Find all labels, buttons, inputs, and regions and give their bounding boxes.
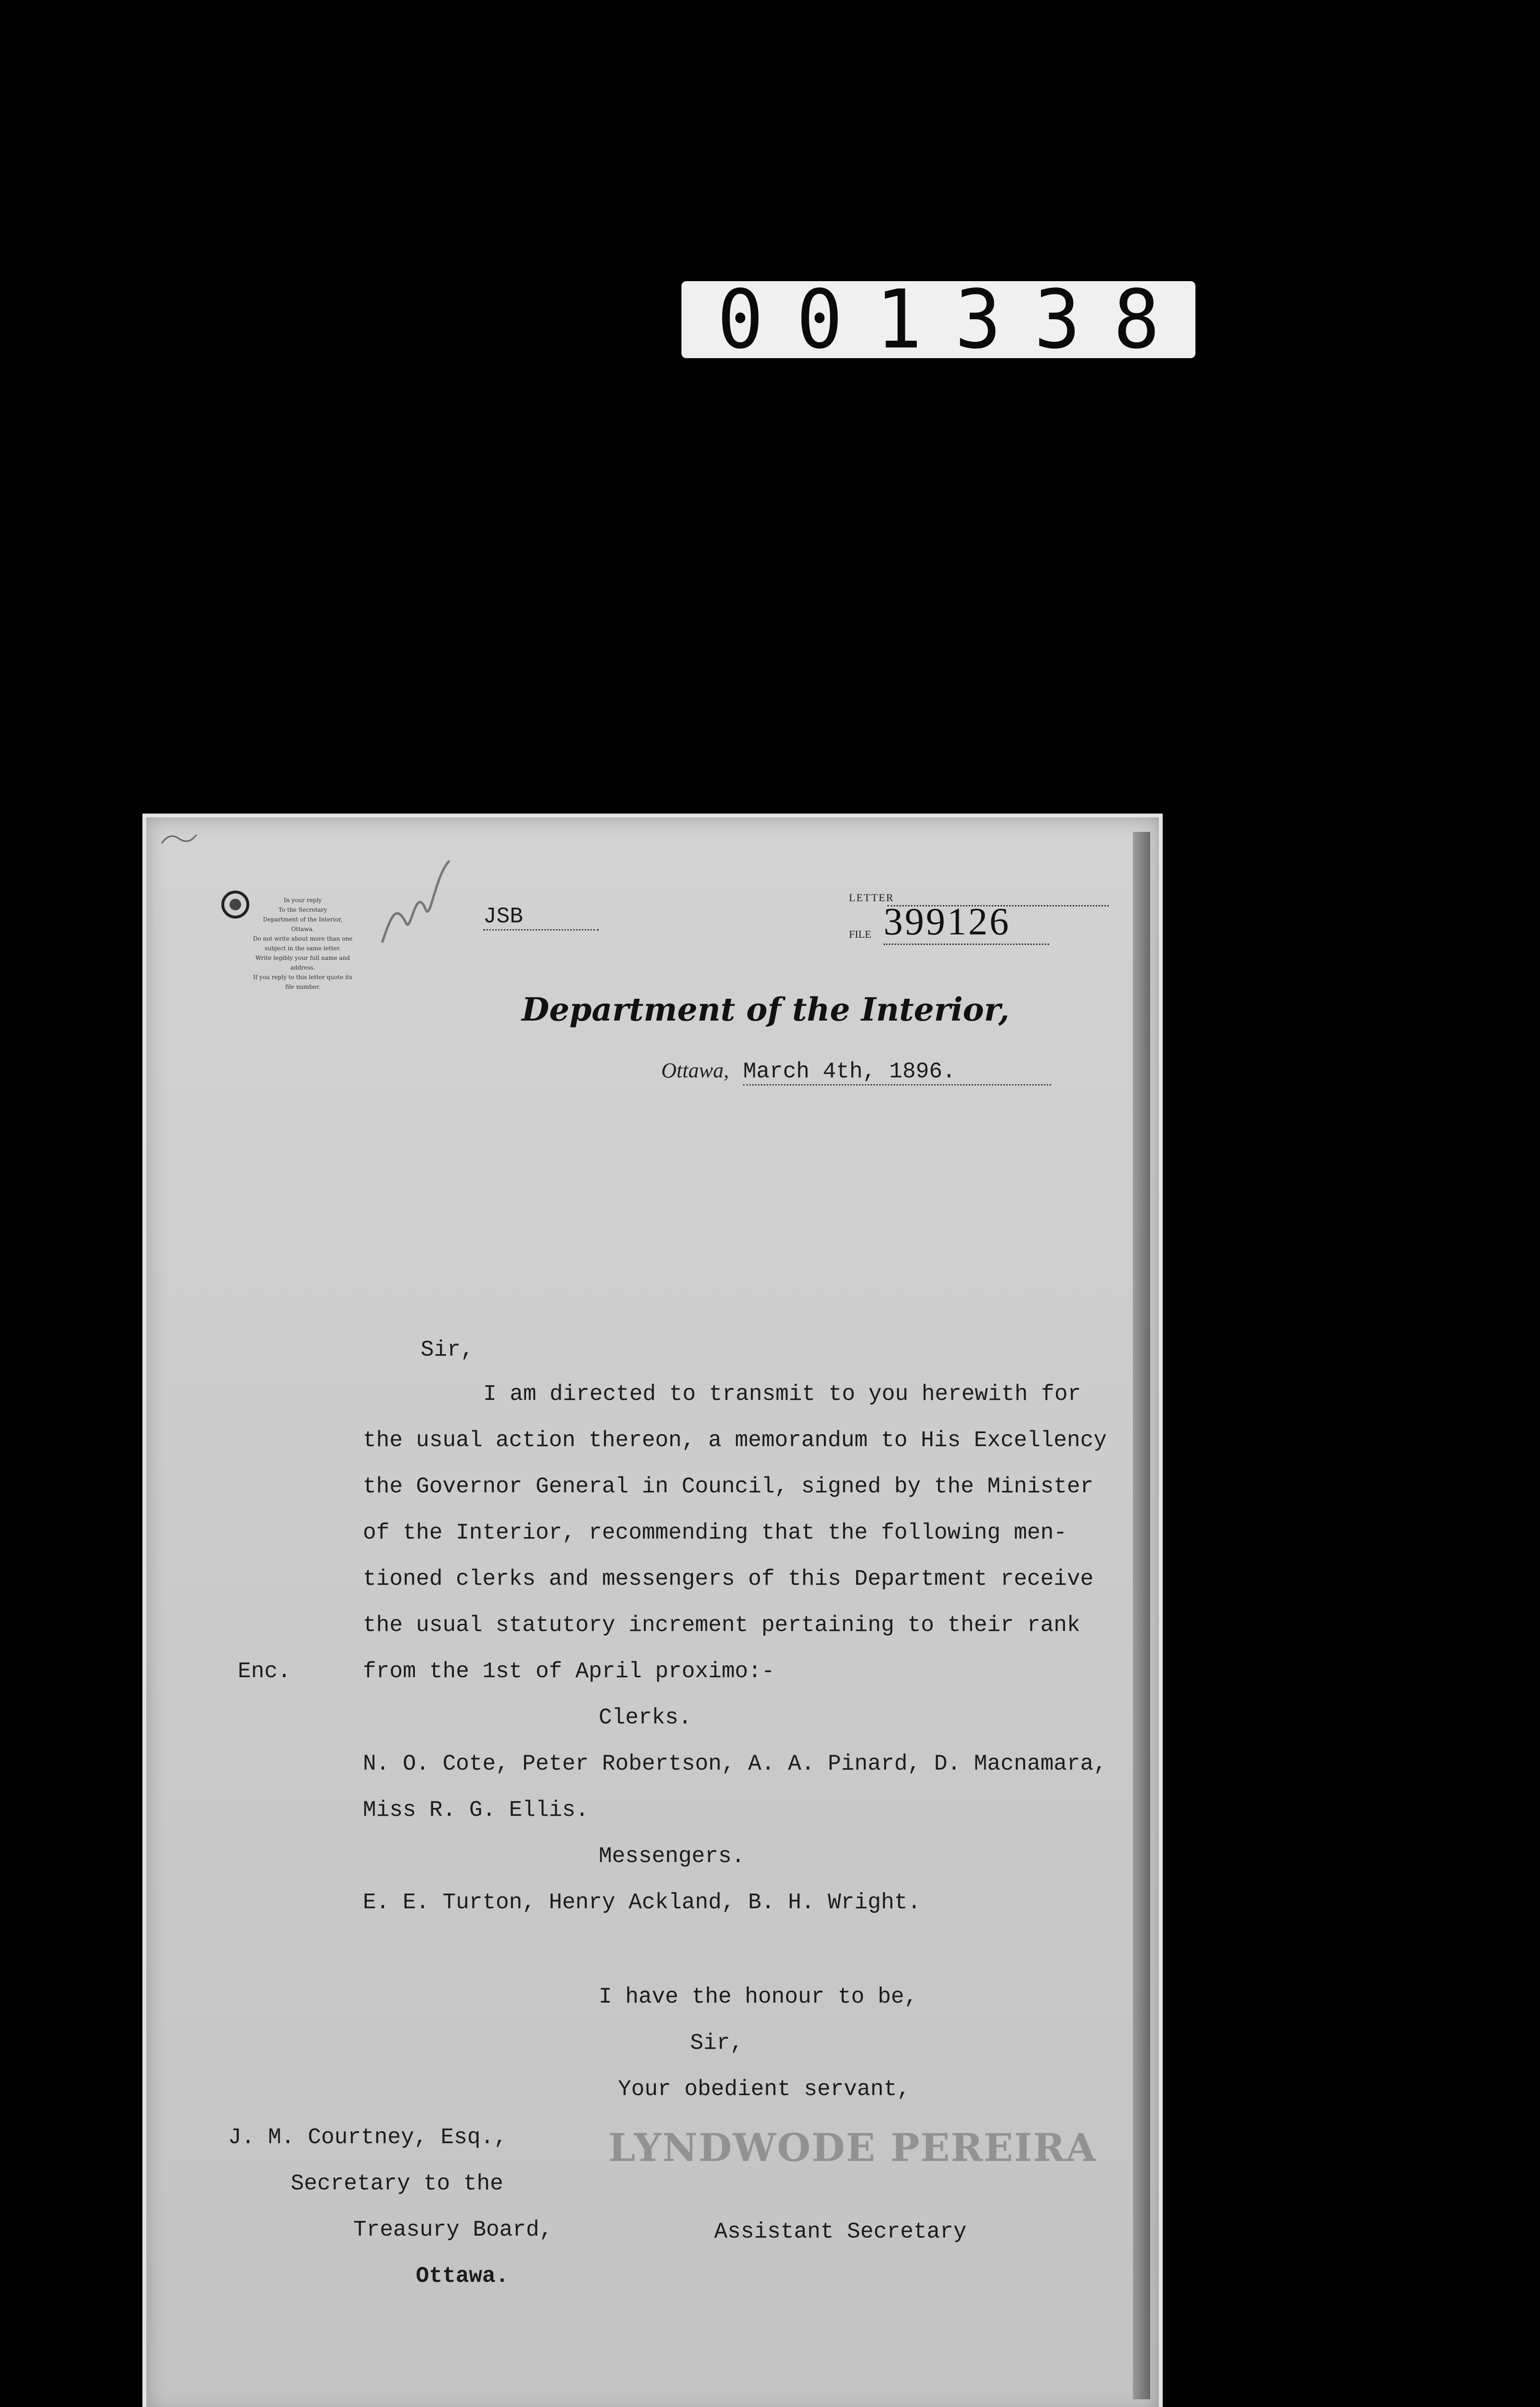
reply-note-line: Ottawa. [291,926,314,932]
frame-number-label [681,272,1195,367]
reply-note-line: file number. [285,984,321,990]
city-label: Ottawa, [661,1059,729,1082]
closing-line: Sir, [690,2031,744,2056]
addressee-line: J. M. Courtney, Esq., [228,2125,507,2150]
department-heading: Department of the Interior, [522,991,1010,1028]
frame-digit: 3 [1034,272,1081,367]
reply-note-line: subject in the same letter. [264,945,341,952]
clerks-list-line: N. O. Cote, Peter Robertson, A. A. Pinard, D. Macnamara, [363,1751,1107,1776]
body-line: the Governor General in Council, signed by the Minister [363,1474,1094,1499]
addressee-line: Treasury Board, [353,2217,553,2242]
addressee-line: Ottawa. [416,2264,509,2289]
enclosure-note: Enc. [238,1659,291,1684]
frame-digit: 1 [875,272,922,367]
closing-line: I have the honour to be, [599,1984,918,2009]
file-number: 399126 [884,900,1049,945]
corner-ink-mark [160,829,198,848]
reply-note-line: If you reply to this letter quote its [253,974,353,981]
reply-note-line: In your reply [283,897,322,904]
reply-note-line: To the Secretary [278,906,327,913]
clerks-heading: Clerks. [599,1705,692,1730]
messengers-list-line: E. E. Turton, Henry Ackland, B. H. Wright. [363,1890,921,1915]
body-line: the usual action thereon, a memorandum to His Excellency [363,1428,1107,1453]
reply-instructions [223,894,382,993]
reply-note-line: Write legibly your full name and [255,955,350,961]
salutation: Sir, [421,1337,474,1362]
signature-stamp: LYNDWODE PEREIRA [608,2125,1097,2170]
letter-label: LETTER [849,892,894,904]
letter-date: March 4th, 1896. [743,1059,1051,1086]
clerks-list-line: Miss R. G. Ellis. [363,1798,589,1823]
letter-page [142,814,1163,2407]
reply-note-line: address. [290,964,315,971]
file-label: FILE [849,928,872,940]
handwritten-scribble [377,856,454,952]
messengers-heading: Messengers. [599,1844,745,1869]
frame-digit: 0 [717,272,764,367]
reference-initials: JSB [483,904,599,931]
frame-digit: 3 [955,272,1001,367]
reply-note-line: Do not write about more than one [253,935,353,942]
closing-line: Your obedient servant, [618,2077,911,2102]
body-line: from the 1st of April proximo:- [363,1659,775,1684]
body-line: the usual statutory increment pertaining to their rank [363,1613,1080,1638]
frame-digit: 0 [796,272,843,367]
signatory-title: Assistant Secretary [714,2219,967,2244]
addressee-line: Secretary to the [291,2171,503,2196]
body-line: I am directed to transmit to you herewith for [483,1382,1081,1407]
reply-note-line: Department of the Interior, [263,916,343,923]
body-line: of the Interior, recommending that the following men- [363,1520,1067,1545]
frame-digit: 8 [1113,272,1160,367]
body-line: tioned clerks and messengers of this Department receive [363,1566,1094,1592]
seal-emblem-icon [218,888,252,921]
